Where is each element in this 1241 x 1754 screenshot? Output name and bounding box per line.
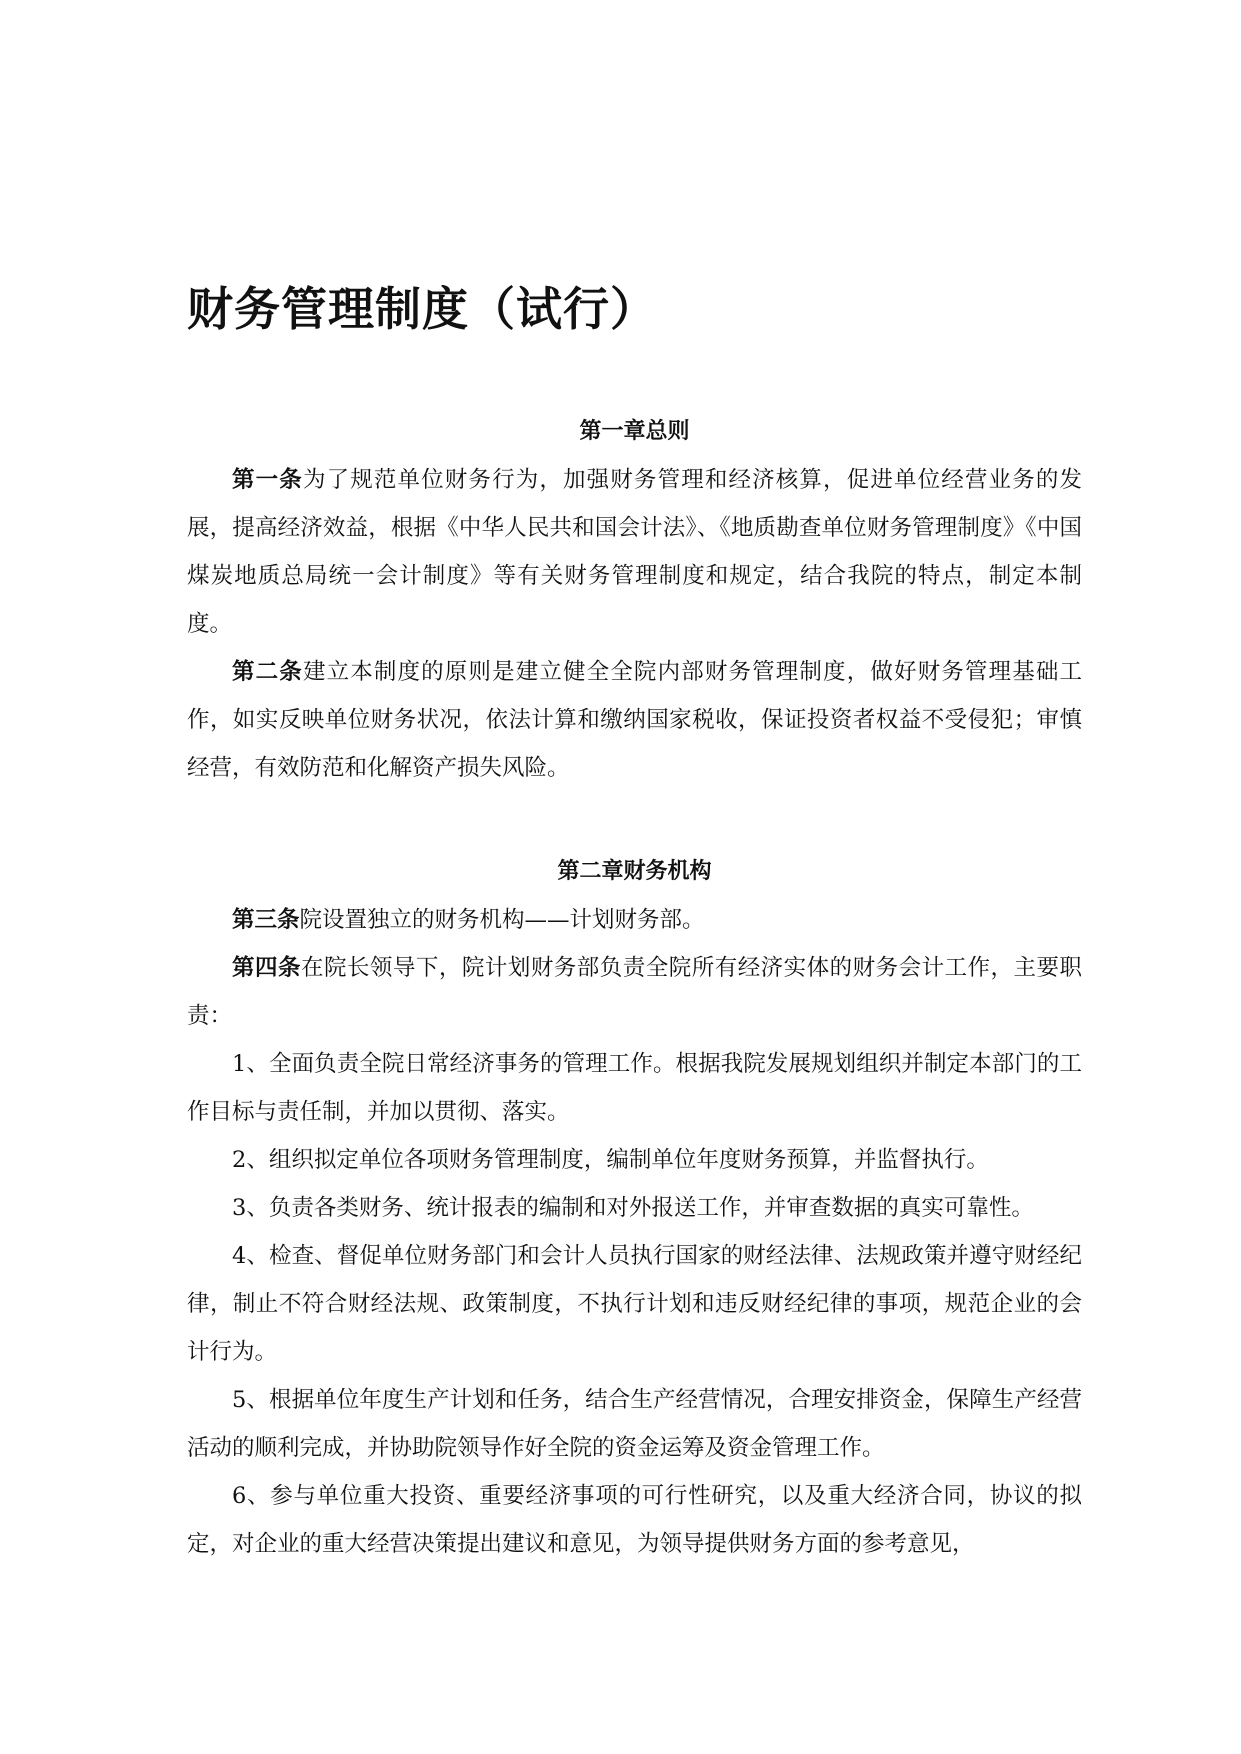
article-label: 第三条	[232, 907, 300, 933]
duty-item-4: 4、检查、督促单位财务部门和会计人员执行国家的财经法律、法规政策并遵守财经纪律，制止不符合财经法规、政策制度，不执行计划和违反财经纪律的事项，规范企业的会计行为。	[187, 1243, 1082, 1365]
article-label: 第二条	[232, 659, 303, 685]
duty-item-6: 6、参与单位重大投资、重要经济事项的可行性研究，以及重大经济合同，协议的拟定，对企业的重大经营决策提出建议和意见，为领导提供财务方面的参考意见，	[187, 1483, 1082, 1557]
duty-item-3: 3、负责各类财务、统计报表的编制和对外报送工作，并审查数据的真实可靠性。	[232, 1195, 1034, 1221]
document-title: 财务管理制度（试行）	[187, 282, 657, 336]
article-2	[187, 648, 1082, 792]
article-text: 院设置独立的财务机构——计划财务部。	[299, 907, 705, 933]
article-1	[187, 456, 1082, 648]
duty-item-5: 5、根据单位年度生产计划和任务，结合生产经营情况，合理安排资金，保障生产经营活动的顺利完成，并协助院领导作好全院的资金运筹及资金管理工作。	[187, 1387, 1082, 1461]
article-4	[187, 944, 1082, 1040]
article-text: 在院长领导下，院计划财务部负责全院所有经济实体的财务会计工作，主要职责：	[187, 955, 1082, 1029]
document-body	[187, 408, 1082, 1568]
chapter-heading: 第二章财务机构	[557, 859, 712, 884]
article-label: 第四条	[232, 955, 301, 981]
duty-item-1: 1、全面负责全院日常经济事务的管理工作。根据我院发展规划组织并制定本部门的工作目标与责任制，并加以贯彻、落实。	[187, 1051, 1082, 1125]
article-label: 第一条	[232, 467, 303, 493]
article-text: 建立本制度的原则是建立健全全院内部财务管理制度，做好财务管理基础工作，如实反映单位财务状况，依法计算和缴纳国家税收，保证投资者权益不受侵犯；审慎经营，有效防范和化解资产损失风险。	[187, 659, 1082, 781]
article-text: 为了规范单位财务行为，加强财务管理和经济核算，促进单位经营业务的发展，提高经济效益，根据《中华人民共和国会计法》、《地质勘查单位财务管理制度》《中国煤炭地质总局统一会计制度》等有关财务管理制度和规定，结合我院的特点，制定本制度。	[187, 467, 1082, 637]
chapter-finance-organization	[187, 848, 1082, 1568]
article-3	[187, 896, 1082, 944]
duty-item-2: 2、组织拟定单位各项财务管理制度，编制单位年度财务预算，并监督执行。	[232, 1147, 989, 1173]
chapter-heading: 第一章总则	[579, 419, 690, 444]
chapter-general-provisions	[187, 408, 1082, 792]
